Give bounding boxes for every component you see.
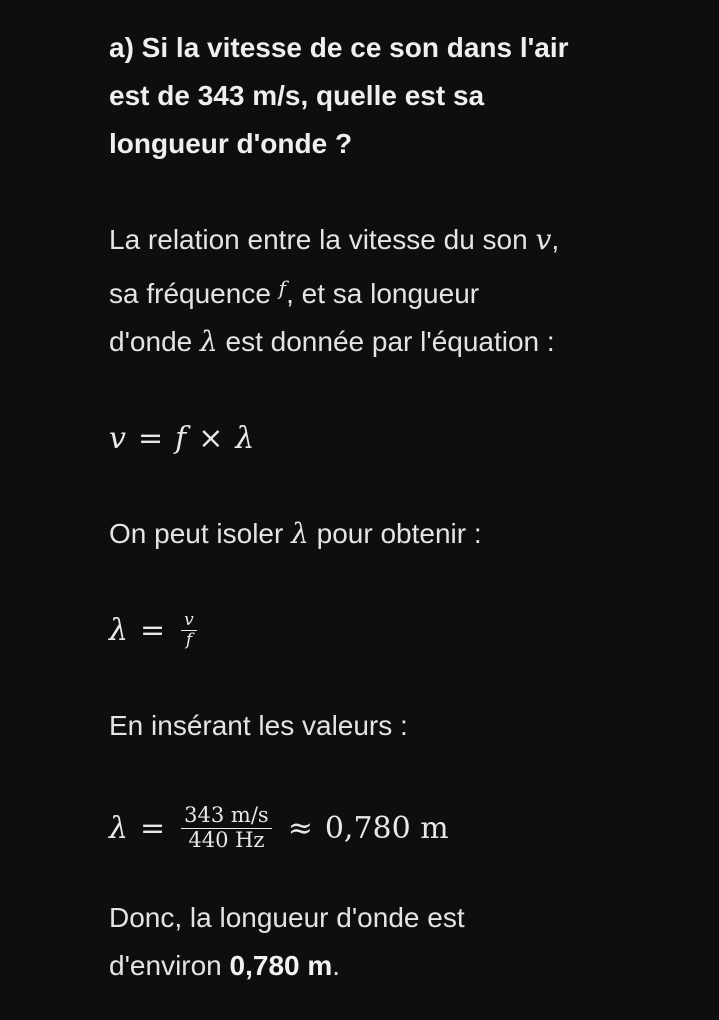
velocity-variable: v: [535, 223, 552, 256]
eq1-times: ×: [198, 420, 224, 456]
frequency-variable: f: [278, 276, 287, 300]
isolate-paragraph: [109, 510, 689, 558]
isolate-text-after: pour obtenir :: [308, 518, 482, 549]
eq3-approx: ≈: [287, 810, 313, 846]
conclusion-period: .: [332, 950, 341, 981]
equation-wavelength: [109, 606, 689, 654]
relation-text-3-end: est donnée par l'équation :: [217, 326, 555, 357]
relation-text-2: sa fréquence: [109, 278, 279, 309]
eq1-equals: =: [137, 420, 164, 456]
eq2-denominator: f: [185, 629, 193, 650]
heading-line-1: a) Si la vitesse de ce son dans l'air: [109, 32, 569, 63]
eq2-numerator: v: [181, 611, 197, 631]
conclusion-result: 0,780 m: [229, 950, 333, 981]
eq2-lhs: λ: [109, 612, 129, 648]
heading-line-3: longueur d'onde ?: [109, 128, 353, 159]
eq2-fraction: [181, 611, 197, 649]
eq1-frequency: f: [175, 420, 187, 456]
eq3-denominator: 440 Hz: [188, 827, 265, 852]
question-heading: [109, 24, 689, 168]
conclusion-text: d'environ: [109, 950, 230, 981]
relation-text-1: La relation entre la vitesse du son: [109, 224, 536, 255]
eq1-wavelength: λ: [235, 420, 255, 456]
insert-paragraph: [109, 702, 689, 750]
isolate-text-before: On peut isoler: [109, 518, 292, 549]
eq3-lhs: λ: [109, 810, 129, 846]
relation-text-2-end: , et sa longueur: [286, 278, 480, 309]
answer-content: [109, 24, 689, 990]
conclusion-paragraph: [109, 894, 689, 990]
heading-line-2: est de 343 m/s, quelle est sa: [109, 80, 485, 111]
conclusion-line-1: Donc, la longueur d'onde est: [109, 902, 465, 933]
equation-wave-speed: [109, 414, 689, 462]
eq3-fraction: [181, 804, 272, 851]
relation-paragraph: [109, 216, 689, 366]
eq1-lhs: v: [109, 420, 126, 456]
eq3-equals: =: [140, 810, 166, 846]
eq3-result: 0,780 m: [324, 810, 449, 846]
equation-numeric: [109, 798, 689, 858]
relation-comma: ,: [551, 224, 560, 255]
eq2-equals: =: [140, 612, 166, 648]
eq3-numerator: 343 m/s: [181, 804, 272, 828]
wavelength-variable: λ: [200, 325, 218, 358]
isolate-variable: λ: [291, 517, 309, 550]
relation-text-3: d'onde: [109, 326, 200, 357]
insert-text: En insérant les valeurs :: [109, 710, 408, 741]
